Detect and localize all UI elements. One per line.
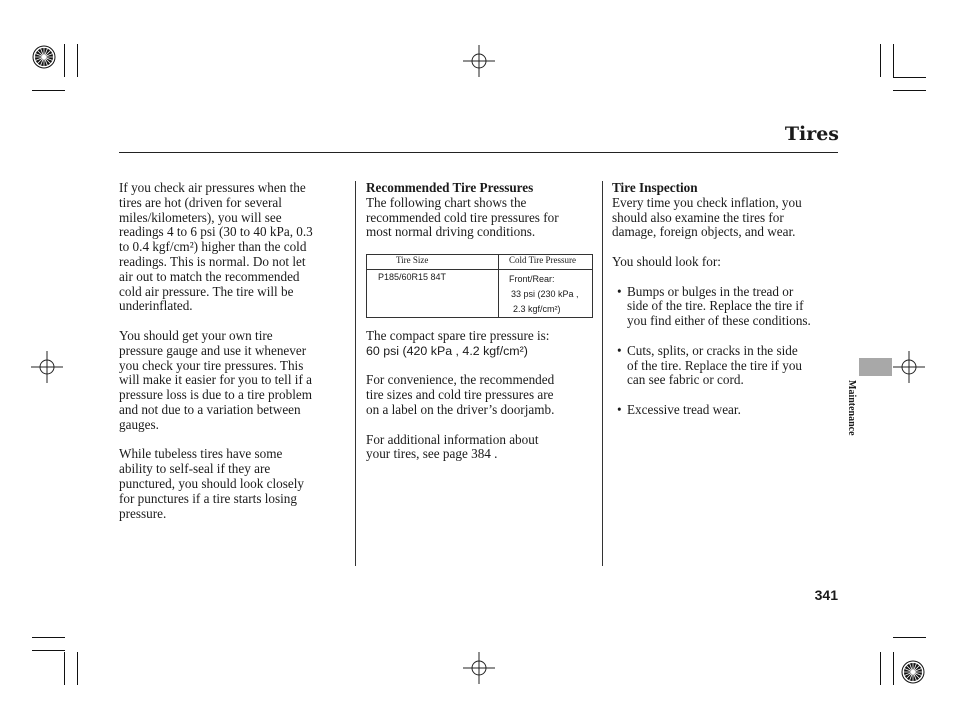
title-rule — [119, 152, 838, 153]
section-label — [843, 380, 863, 460]
list-item: • Cuts, splits, or cracks in the side of the tire. Replace the tire if you can see fabric or cord. — [617, 342, 803, 388]
table-header-tire-size: Tire Size — [367, 255, 499, 270]
tire-pressure-table — [366, 254, 593, 318]
column-middle-lower — [366, 329, 598, 462]
section-tab — [859, 358, 892, 376]
paragraph-inspection-intro: Every time you check inflation, you should also examine the tires for damage, foreign objects, and wear. — [612, 194, 802, 240]
page-number: 341 — [814, 587, 838, 603]
registration-target-right — [893, 351, 925, 383]
paragraph-additional-info: For additional information about your tires, see page 384 . — [366, 431, 539, 462]
column-middle — [366, 181, 598, 240]
registration-target-top — [463, 45, 495, 77]
paragraph-chart-intro: The following chart shows the recommended cold tire pressures for most normal driving conditions. — [366, 194, 559, 240]
starburst-mark-bottom-right — [902, 661, 924, 683]
registration-target-left — [31, 351, 63, 383]
table-header-row — [367, 255, 593, 270]
list-item: • Excessive tread wear. — [617, 401, 741, 417]
bullet-icon: • — [617, 342, 622, 358]
registration-target-bottom — [463, 652, 495, 684]
table-row — [367, 270, 593, 318]
paragraph-hot-tires: If you check air pressures when the tires are hot (driven for several miles/kilometers), you will see readings 4 to 6 psi (30 to 40 kPa, 0.3 to 0.4 kgf/cm²) higher than the cold readings. This is normal. Do not let air out to match the recommended cold air pressure. The tire will be underinflated. — [119, 180, 313, 314]
paragraph-pressure-gauge: You should get your own tire pressure gauge and use it whenever you check your tire pressures. This will make it easier for you to tell if a pressure loss is due to a tire problem and not due to a variation between gauges. — [119, 327, 313, 432]
bullet-icon: • — [617, 401, 622, 417]
column-divider-1 — [355, 181, 356, 566]
list-item: • Bumps or bulges in the tread or side of the tire. Replace the tire if you find either of these conditions. — [617, 283, 811, 329]
starburst-mark-top-left — [33, 46, 55, 68]
paragraph-spare-pressure: The compact spare tire pressure is: 60 psi (420 kPa , 4.2 kgf/cm²) — [366, 328, 550, 358]
page-title: Tires — [784, 123, 839, 145]
paragraph-look-for: You should look for: — [612, 253, 721, 269]
column-divider-2 — [602, 181, 603, 566]
section-label-text: Maintenance — [846, 380, 857, 436]
bullet-icon: • — [617, 283, 622, 299]
heading-tire-inspection: Tire Inspection — [612, 180, 698, 195]
paragraph-tubeless: While tubeless tires have some ability to self-seal if they are punctured, you should look closely for punctures if a tire starts losing pressure. — [119, 446, 304, 521]
table-header-cold-pressure: Cold Tire Pressure — [499, 255, 593, 270]
paragraph-convenience: For convenience, the recommended tire sizes and cold tire pressures are on a label on the driver’s doorjamb. — [366, 372, 555, 417]
table-cell-pressure: Front/Rear: 33 psi (230 kPa , 2.3 kgf/cm²) — [499, 270, 593, 318]
column-left — [119, 181, 351, 521]
column-right — [612, 181, 844, 418]
heading-recommended-pressures: Recommended Tire Pressures — [366, 180, 534, 195]
table-cell-size: P185/60R15 84T — [367, 270, 499, 318]
